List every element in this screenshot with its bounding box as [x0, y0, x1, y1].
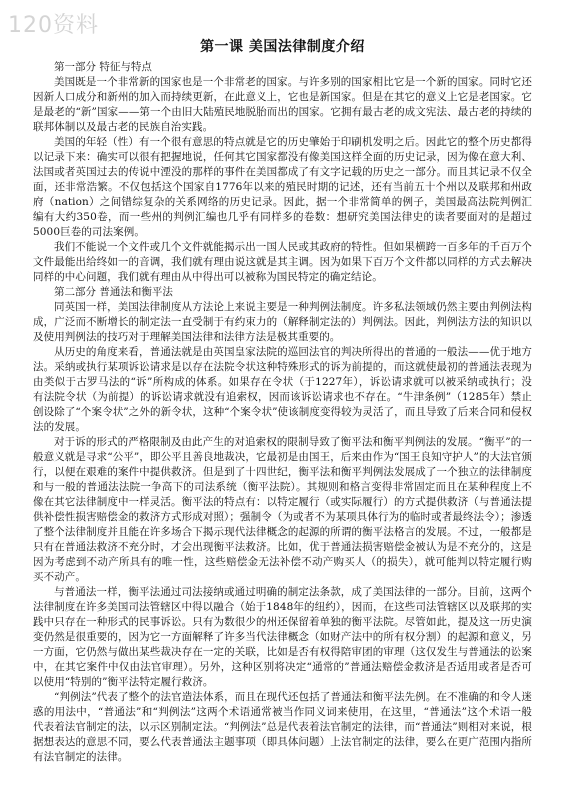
- paragraph: 对于诉的形式的严格限制及由此产生的对追索权的限制导致了衡平法和衡平判例法的发展。“衡平”的一般意义就是寻求“公平”，即公平且善良地裁决，它最初是由国王，后来由作为“国王良知守护人”的大法官颁行，以便在艰难的案件中提供救济。但是到了十四世纪，衡平法和衡平判例法发展成了一个独立的法律制度和与一般的普通法法院一争高下的司法系统（衡平法院）。其规则和格言变得非常固定而且在某种程度上不像在其它法律制度中一样灵活。衡平法的特点有：以特定履行（或实际履行）的方式提供救济（与普通法提供补偿性损害赔偿金的救济方式形成对照）；强制令（为或者不为某项具体行为的临时或者最终法令）；渗透了整个法律制度并且能在许多场合下揭示现代法律概念的起源的所谓的衡平法格言的发展。不过，一般都是只有在普通法救济不充分时，才会出现衡平法救济。比如，优于普通法损害赔偿金被认为是不充分的，这是因为考虑到不动产所具有的唯一性，这些赔偿金无法补偿不动产购买人（的损失），就可能判以特定履行购买不动产。: [33, 436, 532, 583]
- paragraph: 同英国一样，美国法律制度从方法论上来说主要是一种判例法制度。许多私法领域仍然主要由判例法构成，广泛而不断增长的制定法一直受制于有约束力的（解释制定法的）判例法。因此，判例法方法的知识以及使用判例法的技巧对于理解美国法律和法律方法是极其重要的。: [33, 301, 532, 343]
- paragraph: 美国的年轻（性）有一个很有意思的特点就是它的历史肇始于印刷机发明之后。因此它的整个历史都得以记录下来：确实可以很有把握地说，任何其它国家都没有像美国这样全面的历史记录，因为像在意大利、法国或者英国过去的传说中湮没的那样的事件在美国都成了有文字记载的历史之一部分。而且其记录不仅全面，还非常浩繁。不仅包括这个国家自1776年以来的殖民时期的记述，还有当前五十个州以及联邦和州政府（nation）之间错综复杂的关系网络的历史记录。因此，据一个非常简单的例子，美国最高法院判例汇编有大约350卷，而一些州的判例汇编也几乎有同样多的卷数：想研究美国法律史的读者要面对的是超过5000巨卷的司法案例。: [33, 136, 532, 238]
- paragraph: 与普通法一样，衡平法通过司法接纳或通过明确的制定法条款，成了美国法律的一部分。目前，这两个法律制度在许多美国司法管辖区中得以融合（始于1848年的纽约），因而，在这些司法管辖区以及联邦的实践中只存在一种形式的民事诉讼。只有为数很少的州还保留着单独的衡平法院。尽管如此，提及这一历史演变仍然是很重要的，因为它一方面解释了许多当代法律概念（如财产法中的所有权分割）的起源和意义，另一方面，它仍然与做出某些裁决存在一定的关联，比如是否有权得陪审团的审理（这仅发生与普通法的讼案中，在其它案件中仅由法官审理）。另外，这种区别将决定“通常的”普通法赔偿金救济是否适用或者是否可以使用“特别的”衡平法特定履行救济。: [33, 586, 532, 688]
- paragraph: “判例法”代表了整个的法官造法体系，而且在现代还包括了普通法和衡平法先例。在不准确的和令人迷惑的用法中，“普通法”和“判例法”这两个术语通常被当作同义词来使用，在这里，“普通法”这个术语一般代表着法官制定的法，以示区别制定法。“判例法”总是代表着法官制定的法律，而“普通法”则相对来说，根据想表达的意思不同，要么代表普通法主题事项（即具体问题）上法官制定的法律，要么在更广范围内指所有法官制定的法律。: [33, 691, 532, 763]
- paragraph: 美国既是一个非常新的国家也是一个非常老的国家。与许多别的国家相比它是一个新的国家。同时它还因新人口成分和新州的加入而持续更新，在此意义上，它也是新国家。但是在其它的意义上它是老国家。它是最老的“新”国家——第一个由旧大陆殖民地脱胎而出的国家。它拥有最古老的成文宪法、最古老的持续的联邦体制以及最古老的民族自治实践。: [33, 76, 532, 133]
- paragraph: 从历史的角度来看，普通法就是由英国皇家法院的巡回法官的判决所得出的普通的一般法——优于地方法。采纳或执行某项诉讼请求是以存在法院令状这种特殊形式的诉为前提的，而这就使最初的普通法表现为由类似于古罗马法的“诉”所构成的体系。如果存在令状（于1227年），诉讼请求就可以被采纳或执行；没有法院令状（为前提）的诉讼请求就没有追索权，因而该诉讼请求也不存在。“牛津条例”（1285年）禁止创设除了“个案令状”之外的新令状，这种“个案令状”使该制度变得较为灵活了，而且导致了后来合同和侵权法的发展。: [33, 346, 532, 433]
- page-title: 第一课 美国法律制度介绍: [200, 39, 365, 55]
- section-heading-2: 第二部分 普通法和衡平法: [54, 286, 173, 298]
- section-heading-1: 第一部分 特征与特点: [54, 61, 152, 73]
- document-page: [33, 36, 532, 765]
- watermark-logo: 120资料: [8, 13, 99, 38]
- paragraph: 我们不能说一个文件或几个文件就能揭示出一国人民或其政府的特性。但如果横跨一百多年的千百万个文件最能出给终如一的音调，我们就有理由说这就是其主调。因为如果下百万个文件都以同样的方式去解决同样的中心问题，我们就有理由从中得出可以被称为国民特定的确定结论。: [33, 241, 532, 283]
